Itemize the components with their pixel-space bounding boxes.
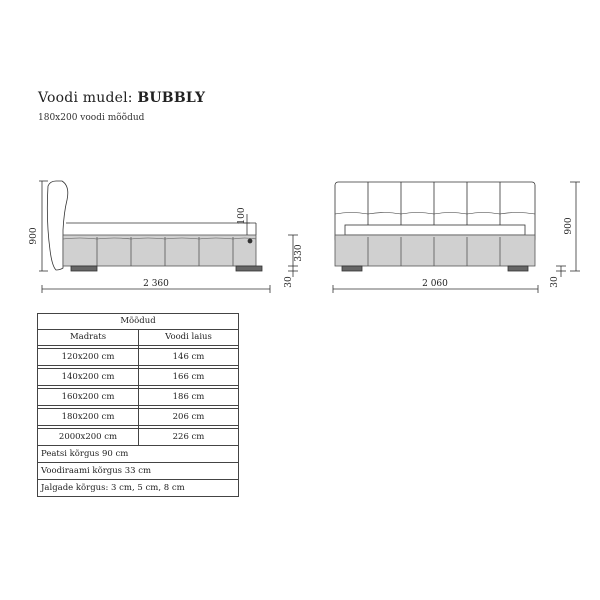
bed-width-cell: 186 cm [139, 389, 239, 406]
dimensions-table [37, 313, 239, 497]
front-leg-left [342, 266, 362, 271]
side-frame [63, 235, 256, 266]
side-leg-right [236, 266, 262, 271]
side-height-label: 900 [29, 227, 39, 245]
table-title: Mõõdud [38, 314, 239, 330]
front-height-label: 900 [564, 217, 574, 235]
side-view [39, 181, 298, 293]
table-row [38, 389, 239, 406]
front-width-label: 2 060 [422, 279, 448, 289]
front-leg-label: 30 [550, 276, 560, 288]
side-length-label: 2 360 [143, 279, 169, 289]
table-row [38, 369, 239, 386]
side-leg-left [71, 266, 97, 271]
front-leg-right [508, 266, 528, 271]
page-subtitle: 180x200 voodi mõõdud [38, 113, 145, 123]
side-frame-label: 330 [294, 244, 304, 262]
mattress-size-cell: 2000x200 cm [38, 429, 139, 446]
headboard-height-note: Peatsi kõrgus 90 cm [38, 446, 239, 463]
side-headboard-offset-label: 100 [237, 207, 247, 225]
table-header-row [38, 330, 239, 346]
column-header-mattress: Madrats [38, 330, 139, 346]
title-prefix: Voodi mudel: [38, 90, 138, 106]
note-row [38, 463, 239, 480]
mattress-size-cell: 120x200 cm [38, 349, 139, 366]
frame-height-note: Voodiraami kõrgus 33 cm [38, 463, 239, 480]
bed-width-cell: 166 cm [139, 369, 239, 386]
table-row [38, 429, 239, 446]
front-view [333, 182, 580, 293]
mattress-size-cell: 140x200 cm [38, 369, 139, 386]
note-row [38, 446, 239, 463]
table-row [38, 409, 239, 426]
leg-height-note: Jalgade kõrgus: 3 cm, 5 cm, 8 cm [38, 480, 239, 497]
side-leg-label: 30 [284, 276, 294, 288]
table-title-row [38, 314, 239, 330]
bed-width-cell: 206 cm [139, 409, 239, 426]
bed-width-cell: 146 cm [139, 349, 239, 366]
note-row [38, 480, 239, 497]
column-header-bed-width: Voodi laius [139, 330, 239, 346]
bed-width-cell: 226 cm [139, 429, 239, 446]
table-row [38, 349, 239, 366]
mattress-size-cell: 180x200 cm [38, 409, 139, 426]
model-name: BUBBLY [137, 90, 206, 106]
mattress-size-cell: 160x200 cm [38, 389, 139, 406]
front-frame [335, 235, 535, 266]
